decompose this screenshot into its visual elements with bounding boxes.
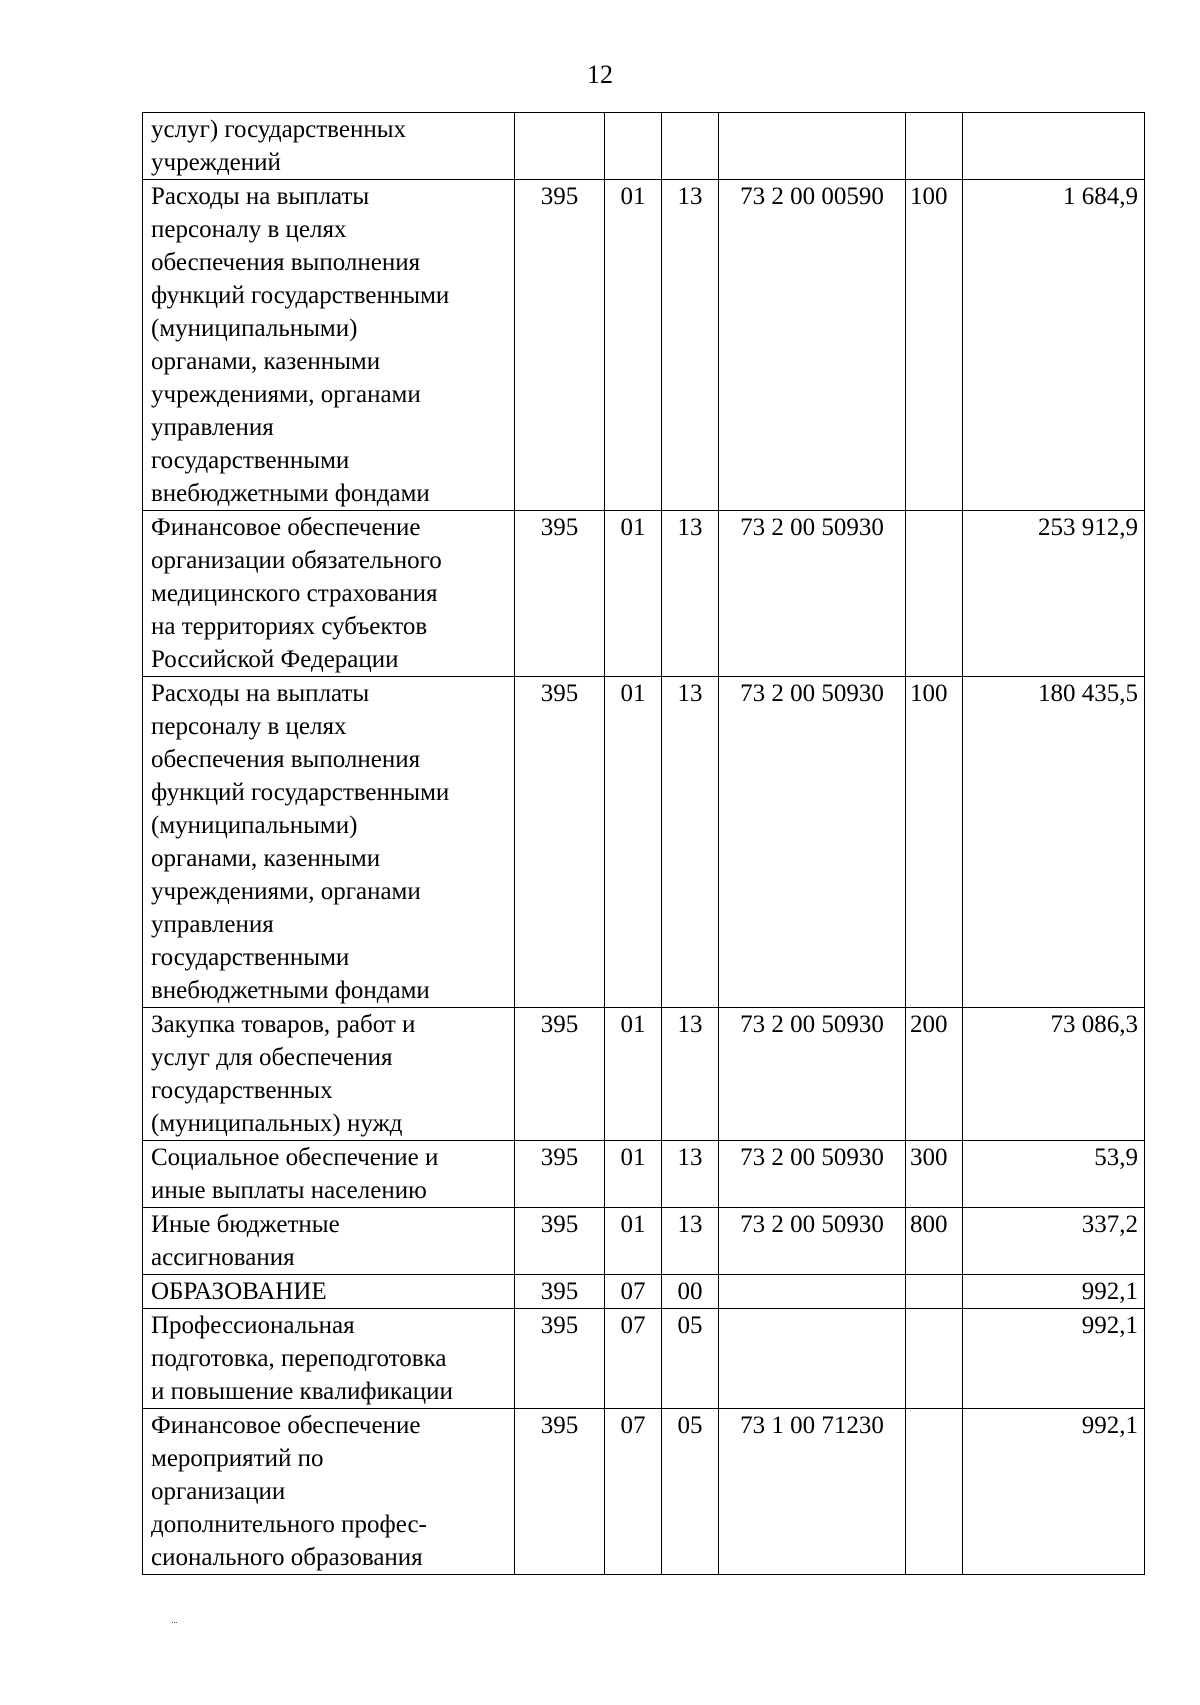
expense-type-cell <box>906 1409 963 1575</box>
row-name-cell: Иные бюджетные ассигнования <box>143 1208 515 1275</box>
section-cell: 01 <box>605 1008 662 1141</box>
subsection-cell: 13 <box>662 1208 719 1275</box>
table-row <box>143 1008 1145 1141</box>
expense-type-cell: 100 <box>906 677 963 1008</box>
row-name-cell: Социальное обеспечение и иные выплаты населению <box>143 1141 515 1208</box>
scan-speck <box>172 1622 177 1625</box>
ved-cell: 395 <box>515 1208 605 1275</box>
section-cell: 07 <box>605 1409 662 1575</box>
table-row <box>143 1141 1145 1208</box>
expense-type-cell: 100 <box>906 180 963 511</box>
section-cell: 01 <box>605 180 662 511</box>
table-row <box>143 511 1145 677</box>
target-article-cell: 73 2 00 00590 <box>719 180 906 511</box>
target-article-cell <box>719 1309 906 1409</box>
row-name-cell: Расходы на выплаты персоналу в целях обеспечения выполнения функций государственными (муниципальными) органами, казенными учреждениями, органами управления государственными внебюджетными фондами <box>143 180 515 511</box>
subsection-cell: 13 <box>662 511 719 677</box>
subsection-cell: 05 <box>662 1309 719 1409</box>
row-name-cell: Профессиональная подготовка, переподготовка и повышение квалификации <box>143 1309 515 1409</box>
expense-type-cell <box>906 1275 963 1309</box>
subsection-cell: 05 <box>662 1409 719 1575</box>
table-row <box>143 180 1145 511</box>
subsection-cell: 13 <box>662 180 719 511</box>
table-row <box>143 677 1145 1008</box>
ved-cell: 395 <box>515 1008 605 1141</box>
ved-cell: 395 <box>515 1409 605 1575</box>
target-article-cell <box>719 1275 906 1309</box>
section-cell <box>605 113 662 180</box>
amount-cell: 992,1 <box>963 1309 1145 1409</box>
subsection-cell: 13 <box>662 677 719 1008</box>
amount-cell: 992,1 <box>963 1409 1145 1575</box>
expense-type-cell <box>906 113 963 180</box>
section-cell: 01 <box>605 511 662 677</box>
amount-cell: 53,9 <box>963 1141 1145 1208</box>
section-cell: 07 <box>605 1275 662 1309</box>
amount-cell: 253 912,9 <box>963 511 1145 677</box>
subsection-cell: 13 <box>662 1141 719 1208</box>
row-name-cell: услуг) государственных учреждений <box>143 113 515 180</box>
ved-cell: 395 <box>515 511 605 677</box>
section-cell: 01 <box>605 677 662 1008</box>
amount-cell: 992,1 <box>963 1275 1145 1309</box>
row-name-cell: ОБРАЗОВАНИЕ <box>143 1275 515 1309</box>
table-row <box>143 1409 1145 1575</box>
row-name-cell: Закупка товаров, работ и услуг для обеспечения государственных (муниципальных) нужд <box>143 1008 515 1141</box>
budget-table <box>142 112 1145 1575</box>
amount-cell: 180 435,5 <box>963 677 1145 1008</box>
target-article-cell: 73 2 00 50930 <box>719 1008 906 1141</box>
subsection-cell: 00 <box>662 1275 719 1309</box>
ved-cell: 395 <box>515 180 605 511</box>
amount-cell: 73 086,3 <box>963 1008 1145 1141</box>
ved-cell: 395 <box>515 1275 605 1309</box>
page-number: 12 <box>587 60 613 89</box>
expense-type-cell: 300 <box>906 1141 963 1208</box>
expense-type-cell <box>906 511 963 677</box>
expense-type-cell: 200 <box>906 1008 963 1141</box>
table-row <box>143 1275 1145 1309</box>
subsection-cell <box>662 113 719 180</box>
row-name-cell: Финансовое обеспечение организации обязательного медицинского страхования на территориях субъектов Российской Федерации <box>143 511 515 677</box>
section-cell: 01 <box>605 1141 662 1208</box>
target-article-cell <box>719 113 906 180</box>
table-row <box>143 1208 1145 1275</box>
row-name-cell: Расходы на выплаты персоналу в целях обеспечения выполнения функций государственными (муниципальными) органами, казенными учреждениями, органами управления государственными внебюджетными фондами <box>143 677 515 1008</box>
amount-cell <box>963 113 1145 180</box>
section-cell: 01 <box>605 1208 662 1275</box>
ved-cell <box>515 113 605 180</box>
table-row <box>143 1309 1145 1409</box>
ved-cell: 395 <box>515 1141 605 1208</box>
ved-cell: 395 <box>515 1309 605 1409</box>
target-article-cell: 73 2 00 50930 <box>719 1141 906 1208</box>
amount-cell: 1 684,9 <box>963 180 1145 511</box>
target-article-cell: 73 2 00 50930 <box>719 1208 906 1275</box>
target-article-cell: 73 2 00 50930 <box>719 677 906 1008</box>
expense-type-cell <box>906 1309 963 1409</box>
row-name-cell: Финансовое обеспечение мероприятий по организации дополнительного профес- сионального образования <box>143 1409 515 1575</box>
table-row <box>143 113 1145 180</box>
section-cell: 07 <box>605 1309 662 1409</box>
target-article-cell: 73 1 00 71230 <box>719 1409 906 1575</box>
expense-type-cell: 800 <box>906 1208 963 1275</box>
amount-cell: 337,2 <box>963 1208 1145 1275</box>
subsection-cell: 13 <box>662 1008 719 1141</box>
ved-cell: 395 <box>515 677 605 1008</box>
target-article-cell: 73 2 00 50930 <box>719 511 906 677</box>
